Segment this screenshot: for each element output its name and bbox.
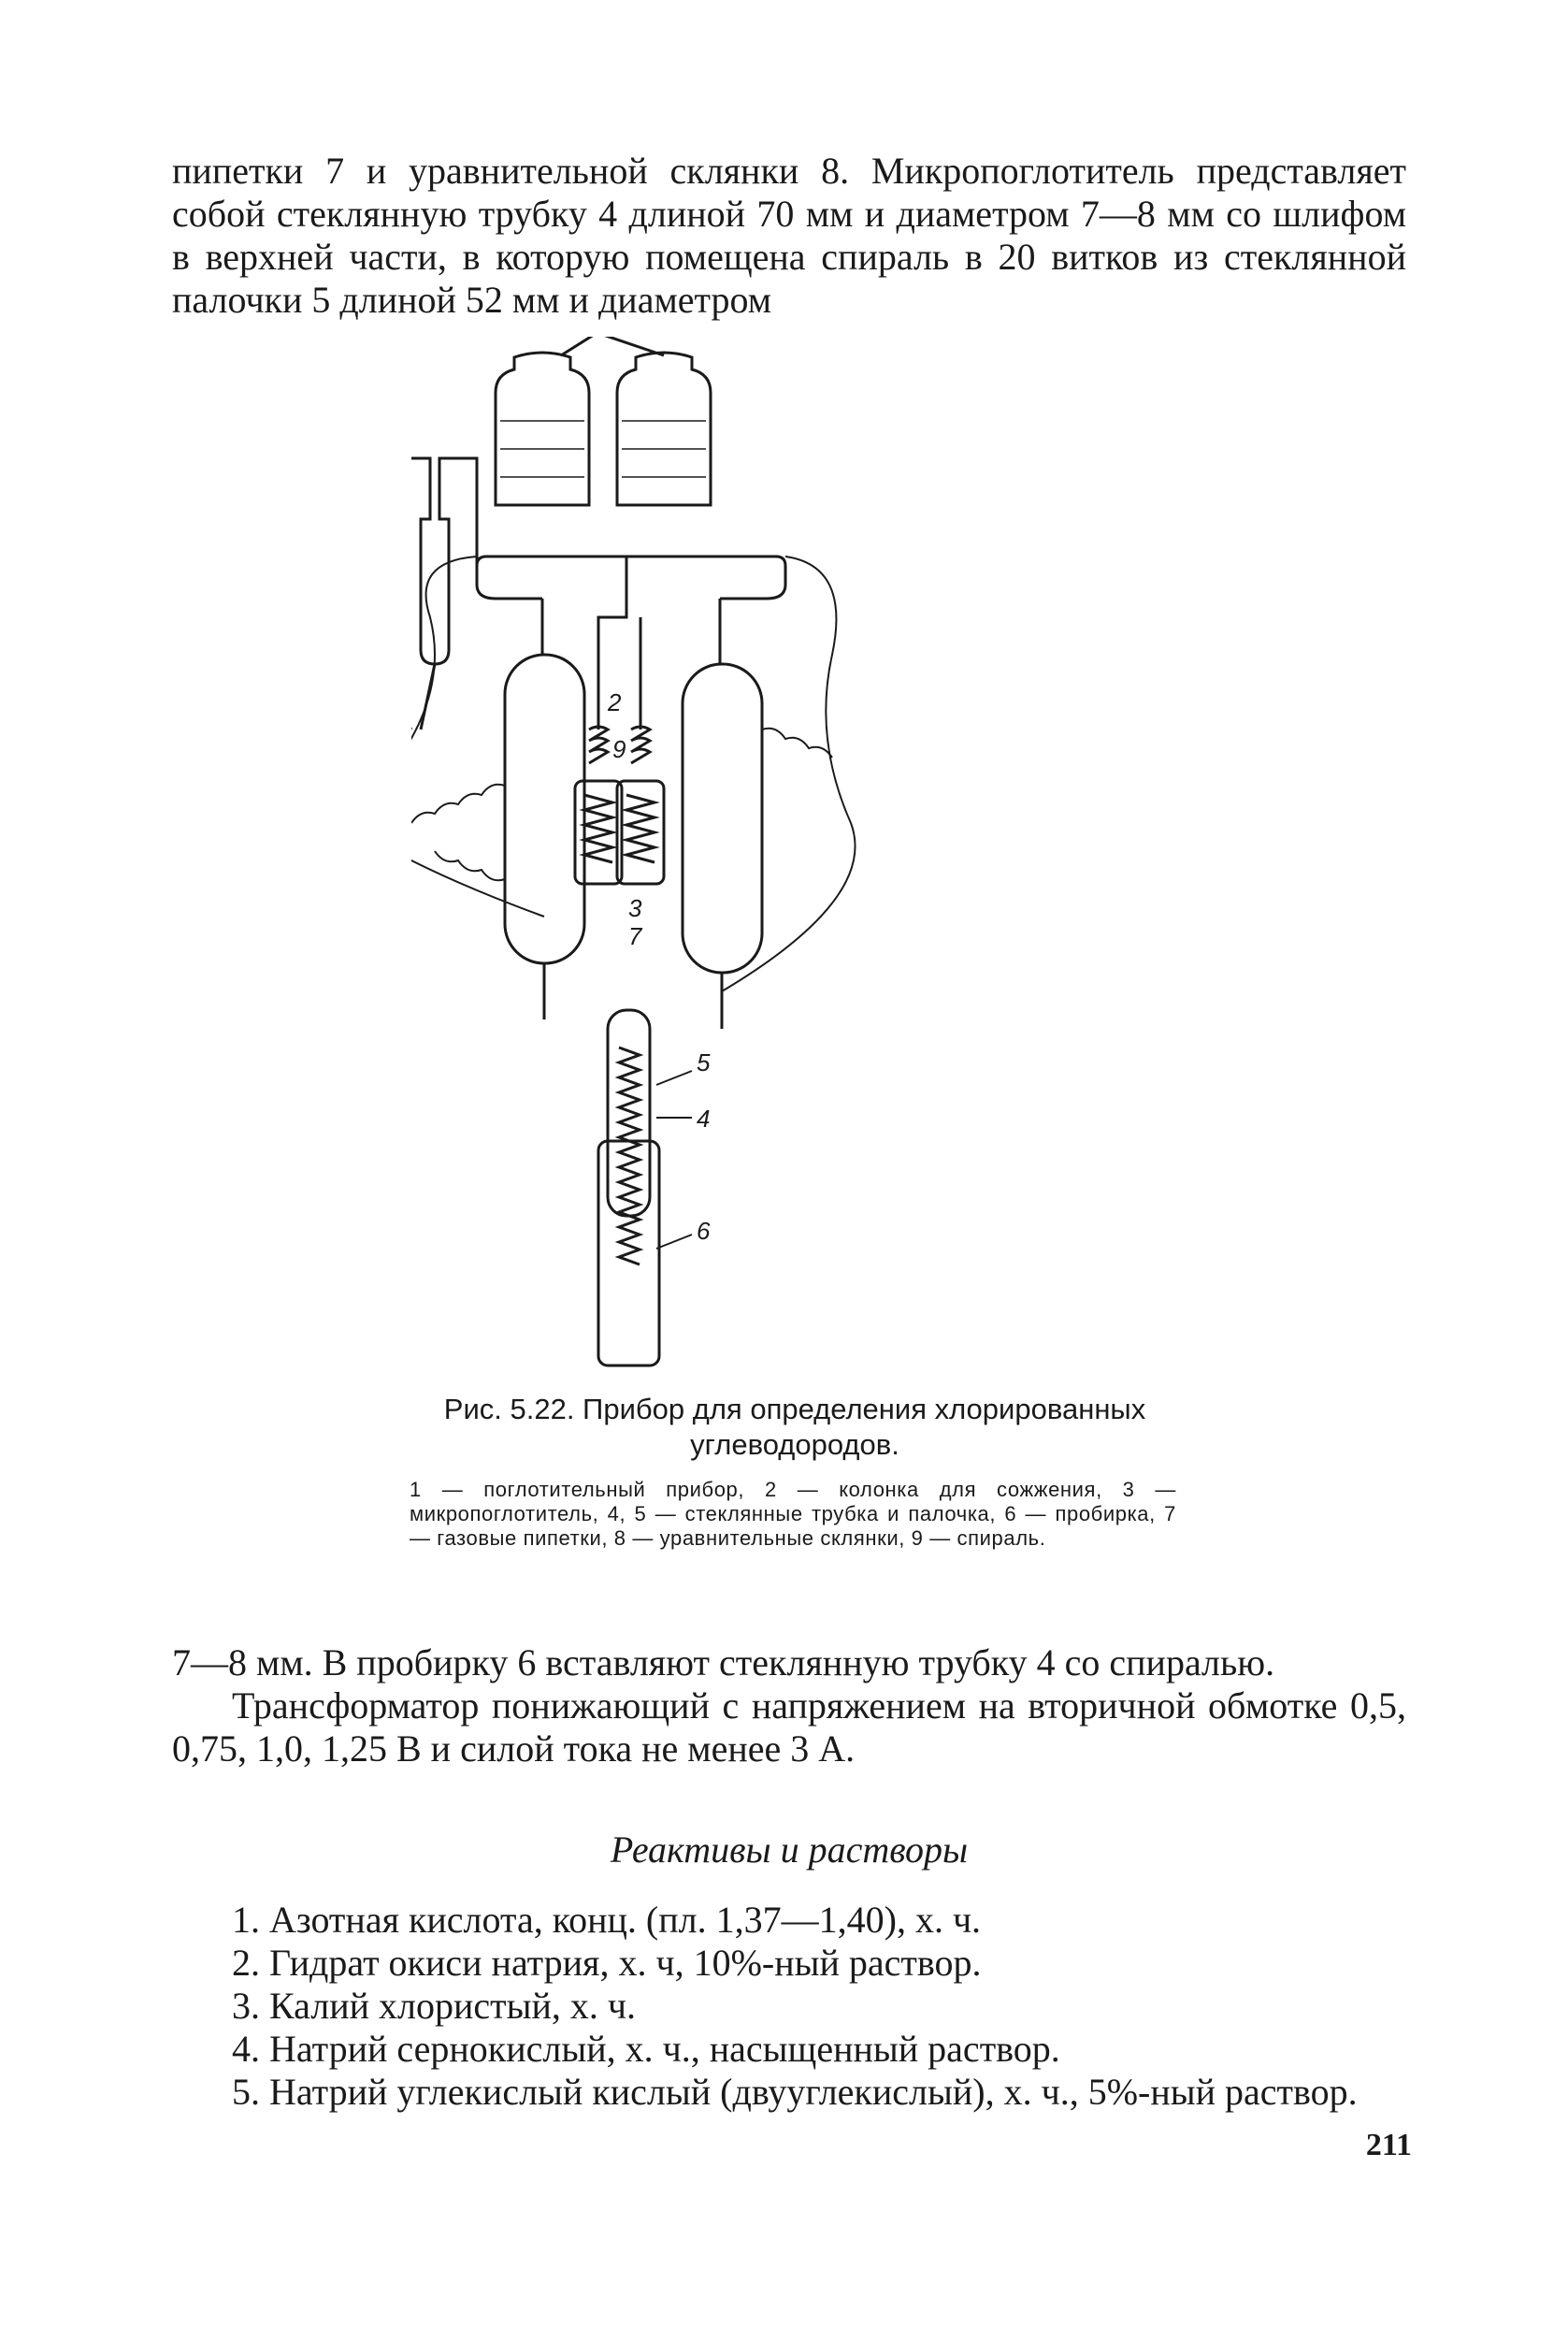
label-4: 4 xyxy=(697,1105,711,1133)
body-paragraph-1: 7—8 мм. В пробирку 6 вставляют стеклянную трубку 4 со спиралью. xyxy=(172,1641,1275,1683)
label-6: 6 xyxy=(697,1217,711,1245)
label-7: 7 xyxy=(628,922,642,950)
reagent-item: 5. Натрий углекислый кислый (двууглекислый), х. ч., 5%-ный раствор. xyxy=(232,2071,1358,2113)
reagent-item: 2. Гидрат окиси натрия, х. ч, 10%-ный раствор. xyxy=(232,1942,982,1984)
leveling-bottle-left xyxy=(496,353,589,505)
label-3: 3 xyxy=(628,894,642,922)
leveling-bottle-right xyxy=(617,353,711,505)
microabsorber-tube xyxy=(598,1010,692,1366)
body-paragraph-2: Трансформатор понижающий с напряжением на вторичной обмотке 0,5, 0,75, 1,0, 1,25 В и силой тока не менее 3 А. xyxy=(172,1684,1406,1770)
label-9: 9 xyxy=(612,735,626,763)
figure-caption: Рис. 5.22. Прибор для определения хлорированных углеводородов. xyxy=(443,1393,1146,1461)
reagents-list xyxy=(172,1899,1406,2114)
gas-pipette-left xyxy=(505,599,584,1019)
body-text xyxy=(172,1641,1406,1770)
top-paragraph-text: пипетки 7 и уравнительной склянки 8. Микропоглотитель представляет собой стеклянную трубку 4 длиной 70 мм и диаметром 7—8 мм со шлифом в верхней части, в которую помещена спираль в 20 витков из стеклянной палочки 5 длиной 52 мм и диаметром xyxy=(172,150,1406,321)
gas-pipette-right xyxy=(683,599,762,1029)
label-2: 2 xyxy=(608,688,622,716)
reagent-item: 4. Натрий сернокислый, х. ч., насыщенный раствор. xyxy=(232,2028,1060,2070)
page-number: 211 xyxy=(1365,2128,1412,2162)
apparatus-figure xyxy=(411,337,1178,1384)
figure-legend: 1 — поглотительный прибор, 2 — колонка для сожжения, 3 — микропоглотитель, 4, 5 — стеклянные трубка и палочка, 6 — пробирка, 7 — газовые пипетки, 8 — уравнительные склянки, 9 — спираль. xyxy=(410,1478,1176,1550)
section-heading: Реактивы и растворы xyxy=(610,1828,969,1871)
top-paragraph xyxy=(172,150,1406,322)
reagent-item: 3. Калий хлористый, х. ч. xyxy=(232,1985,637,2027)
absorption-device xyxy=(411,444,477,730)
label-5: 5 xyxy=(697,1048,711,1077)
reagent-item: 1. Азотная кислота, конц. (пл. 1,37—1,40), х. ч. xyxy=(232,1899,982,1941)
